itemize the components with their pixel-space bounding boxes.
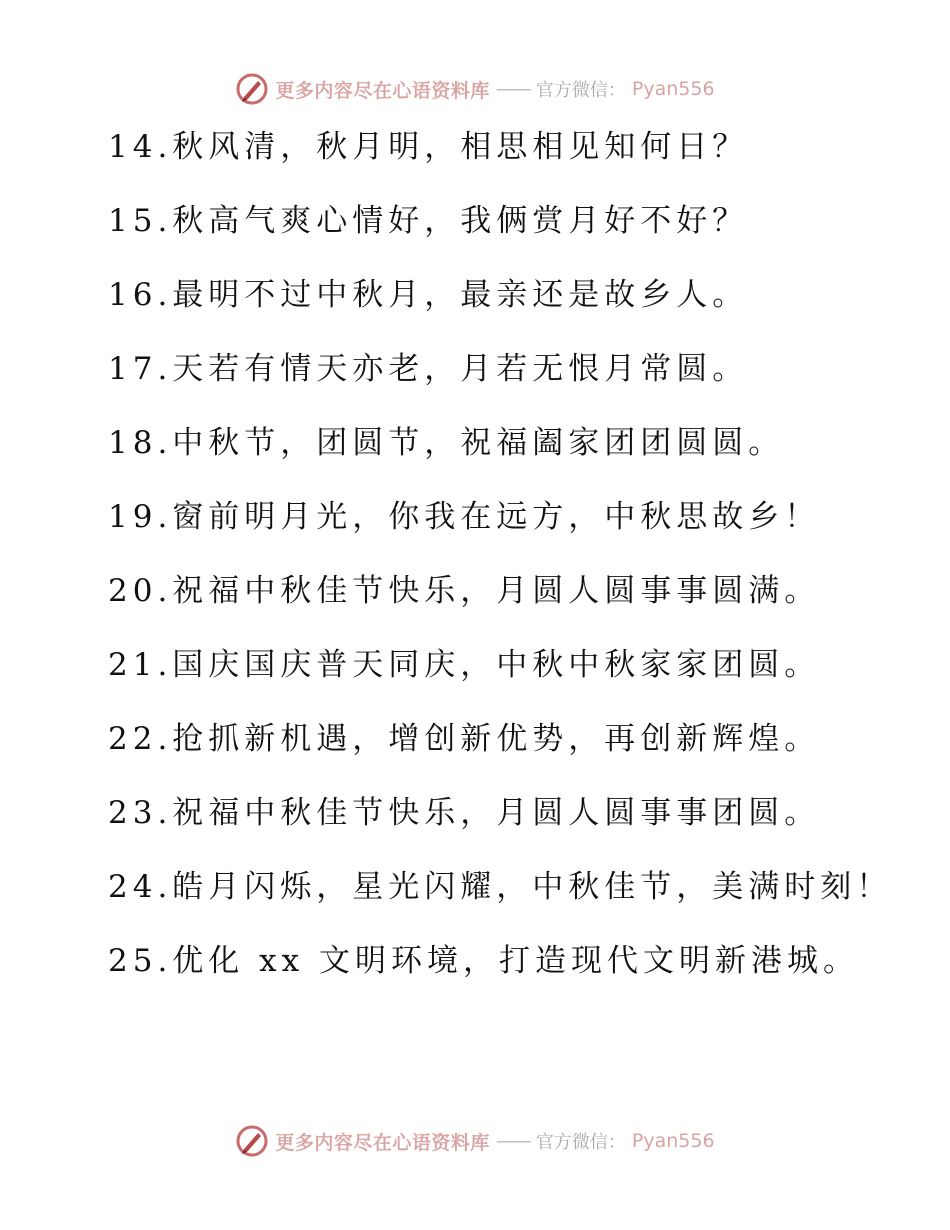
watermark-text: 更多内容尽在心语资料库	[275, 79, 490, 102]
slogan-line-15: 15.秋高气爽心情好，我俩赏月好不好？	[108, 203, 749, 239]
slogan-line-24: 24.皓月闪烁，星光闪耀，中秋佳节，美满时刻！	[108, 869, 893, 905]
watermark-dash: ——	[495, 1130, 530, 1152]
watermark-dash: ——	[495, 78, 530, 100]
slogan-line-16: 16.最明不过中秋月，最亲还是故乡人。	[108, 277, 749, 313]
watermark-handle: Pyan556	[631, 1130, 715, 1152]
slogan-line-23: 23.祝福中秋佳节快乐，月圆人圆事事团圆。	[108, 795, 821, 831]
slogan-line-22: 22.抢抓新机遇，增创新优势，再创新辉煌。	[108, 721, 821, 757]
slogan-line-17: 17.天若有情天亦老，月若无恨月常圆。	[108, 351, 749, 387]
header-watermark	[0, 69, 950, 109]
slogan-line-18: 18.中秋节，团圆节，祝福阖家团团圆圆。	[108, 425, 785, 461]
slogan-line-20: 20.祝福中秋佳节快乐，月圆人圆事事圆满。	[108, 573, 821, 609]
slogan-list	[108, 120, 908, 1008]
pen-logo-icon	[235, 72, 269, 106]
watermark-text: 更多内容尽在心语资料库	[275, 1131, 490, 1154]
slogan-line-21: 21.国庆国庆普天同庆，中秋中秋家家团圆。	[108, 647, 821, 683]
watermark-handle-label: 官方微信：	[535, 1132, 626, 1153]
slogan-line-19: 19.窗前明月光，你我在远方，中秋思故乡！	[108, 499, 821, 535]
watermark-handle-label: 官方微信：	[535, 80, 626, 101]
pen-logo-icon	[235, 1124, 269, 1158]
footer-watermark	[0, 1121, 950, 1161]
watermark-handle: Pyan556	[631, 78, 715, 100]
slogan-line-14: 14.秋风清，秋月明，相思相见知何日？	[108, 129, 749, 165]
slogan-line-25: 25.优化 xx 文明环境，打造现代文明新港城。	[108, 943, 859, 979]
